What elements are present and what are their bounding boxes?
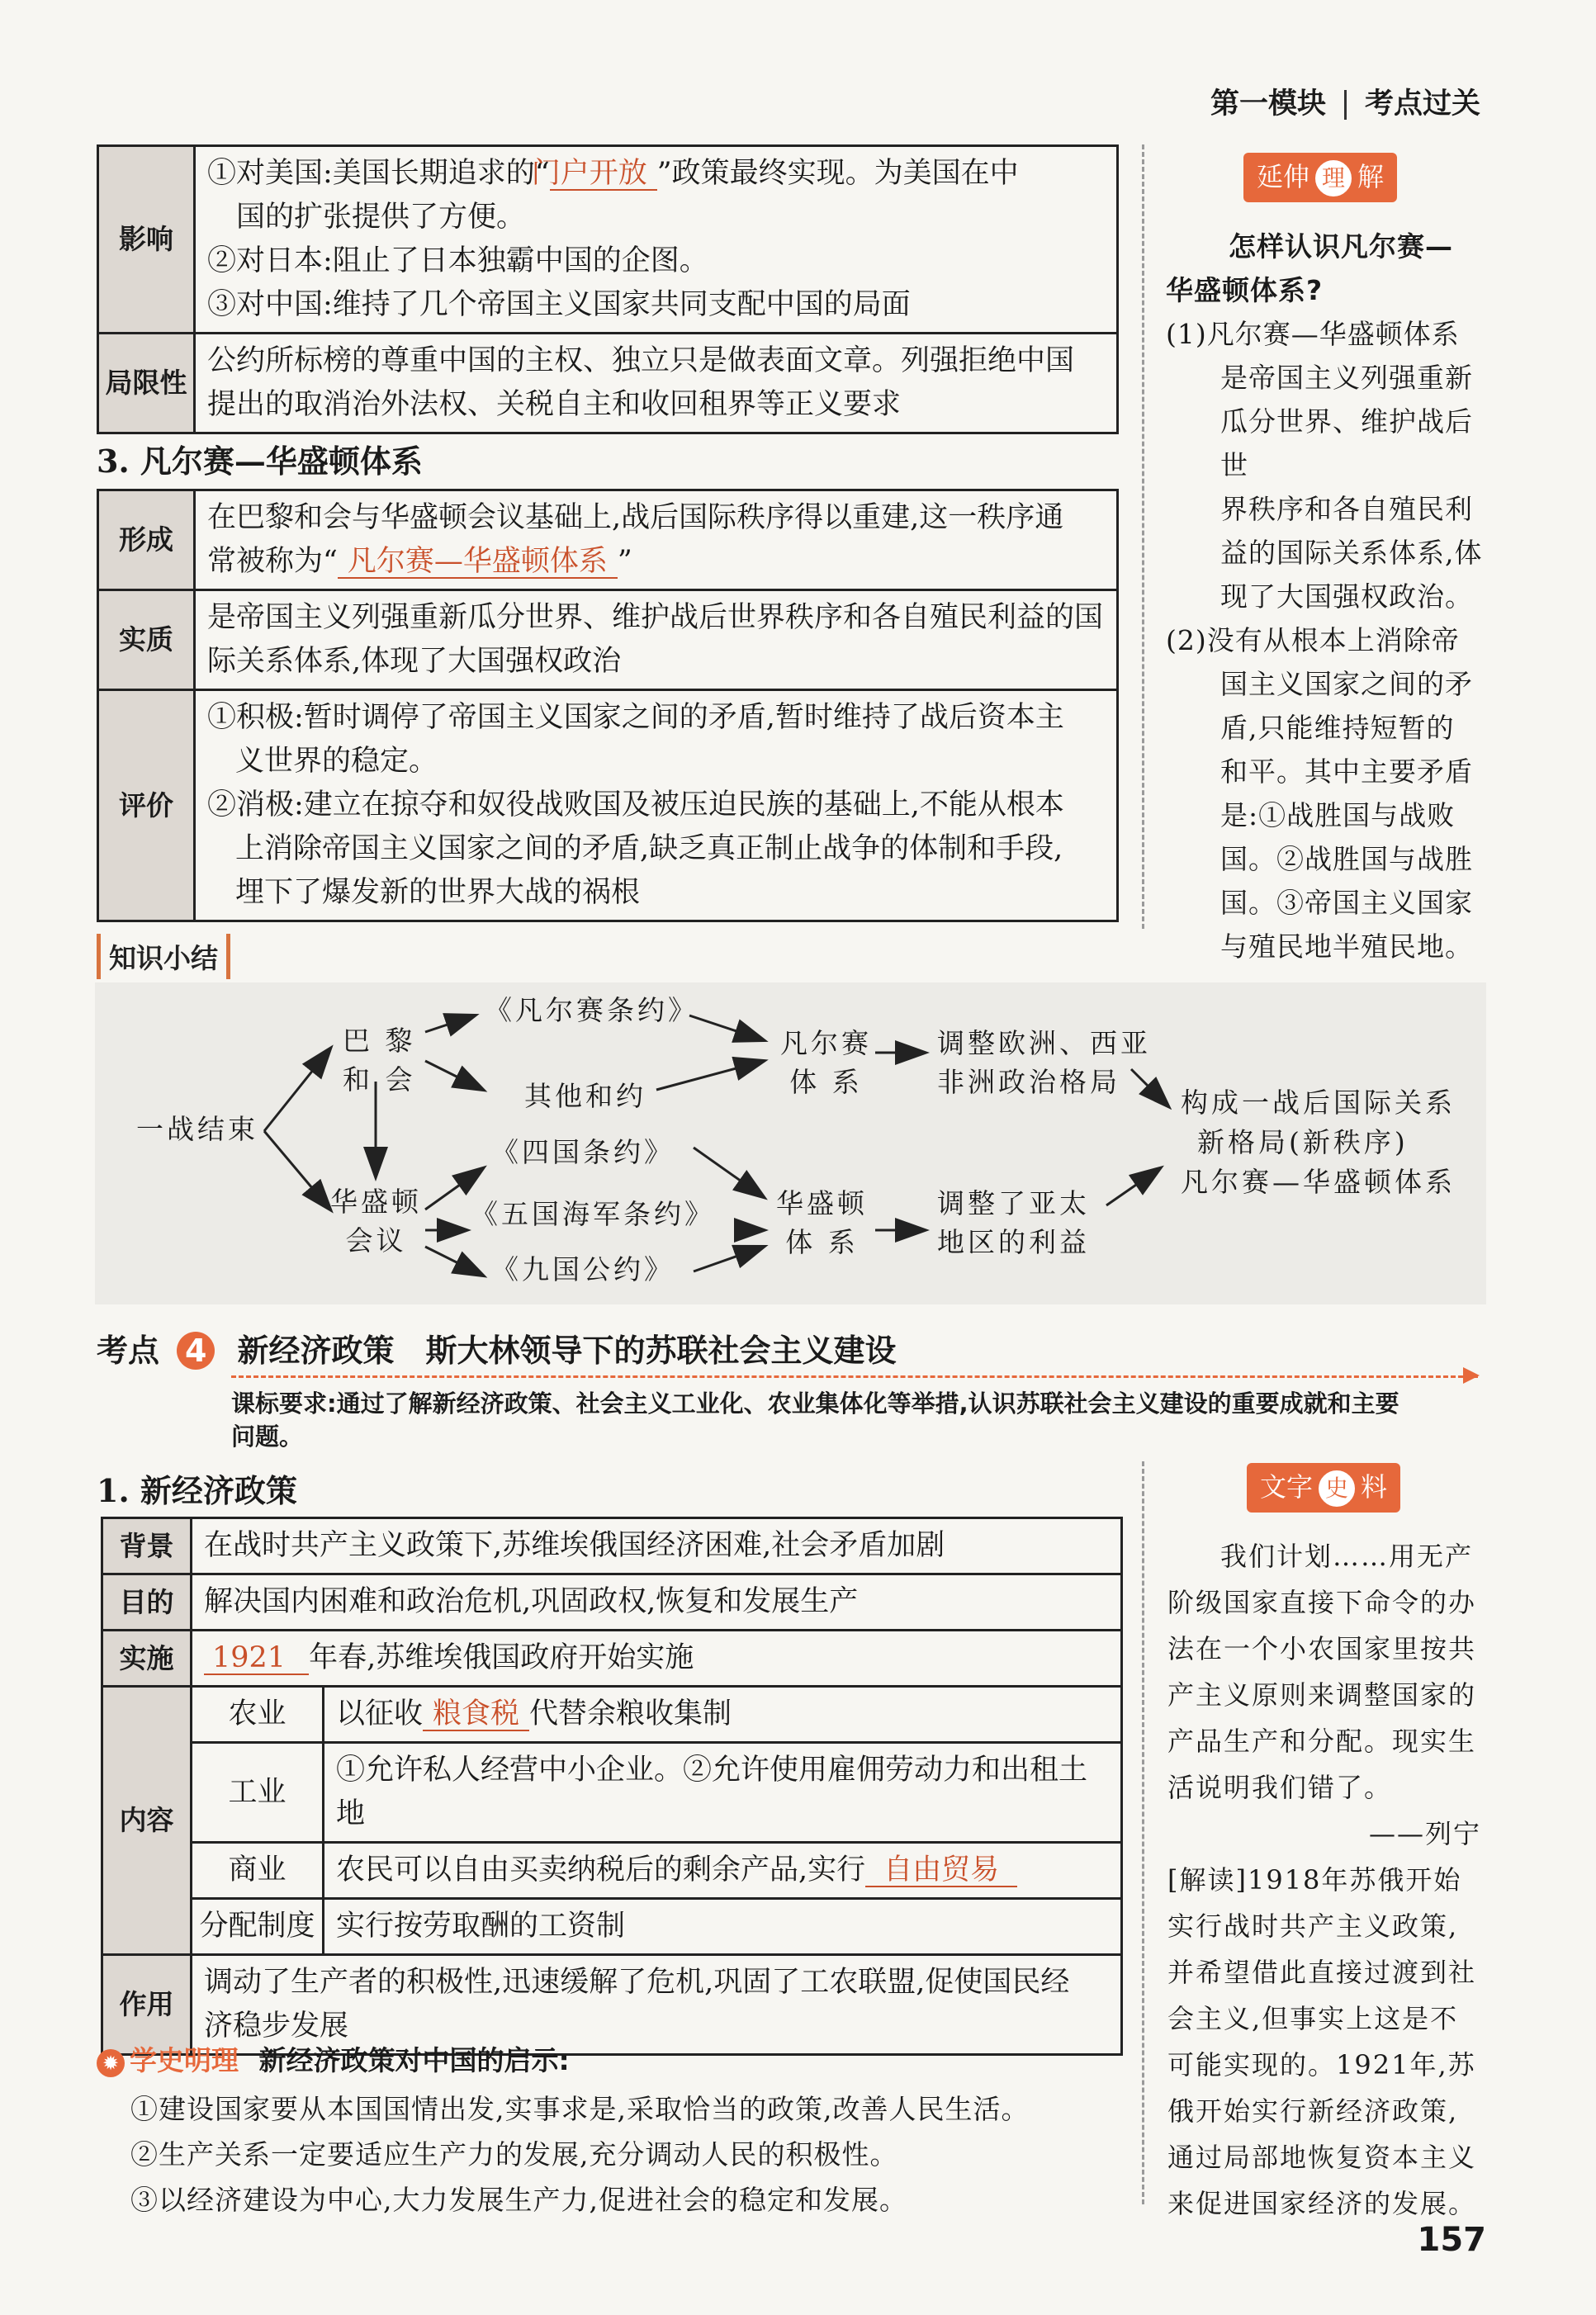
evaluation-line: 上消除帝国主义国家之间的矛盾,缺乏真正制止战争的体制和手段, xyxy=(235,832,1063,865)
row-label-effect: 作用 xyxy=(102,1955,192,2055)
node-result: 构成一战后国际关系 新格局(新秩序) 凡尔赛—华盛顿体系 xyxy=(1181,1086,1456,1198)
impact-line: ①对美国:美国长期追求的“门户开放 ”政策最终实现。为美国在中 xyxy=(207,157,1019,190)
sidebar1-question: 怎样认识凡尔赛— 华盛顿体系? xyxy=(1166,230,1453,306)
list-item: ②生产关系一定要适应生产力的发展,充分调动人民的积极性。 xyxy=(130,2138,898,2171)
impact-line: ②对日本:阻止了日本独霸中国的企图。 xyxy=(207,244,708,277)
section-label: 考点过关 xyxy=(1364,88,1480,121)
limitation-content xyxy=(195,334,1118,433)
formation-content xyxy=(195,490,1118,590)
kaodian4-heading: 考点 4 新经济政策 斯大林领导下的苏联社会主义建设 xyxy=(97,1333,897,1369)
lesson-items xyxy=(130,2086,1029,2223)
sidebar2-content: 我们计划……用无产 阶级国家直接下命令的办 法在一个小农国家里按共 产主义原则来调整国家的 产品生产和分配。现实生 活说明我们错了。 ——列宁 [解读]1918年苏俄开始 实行战时共产主义政策, 并希望借此直接过渡到社 会主义,但事实上这是不 可能实现的。1921年,苏 俄开始实行新经济政策, 通过局部地恢复资本主义 来促进国家经济的发展。 xyxy=(1167,1533,1498,2227)
sidebar-divider xyxy=(1142,1461,1144,2204)
commerce-text: 农民可以自由买卖纳税后的剩余产品,实行 自由贸易 xyxy=(324,1843,1122,1899)
sub-label-distribution: 分配制度 xyxy=(192,1899,324,1955)
sidebar-divider xyxy=(1142,144,1144,929)
row-label-formation: 形成 xyxy=(98,490,195,590)
essence-line: 际关系体系,体现了大国强权政治 xyxy=(207,645,622,678)
evaluation-line: ②消极:建立在掠夺和奴役战败国及被压迫民族的基础上,不能从根本 xyxy=(207,788,1064,821)
node-four-power-treaty: 《四国条约》 xyxy=(491,1136,675,1168)
impact-line: 国的扩张提供了方便。 xyxy=(236,201,526,234)
table-row xyxy=(102,1899,1122,1955)
node-versailles-system: 凡尔赛 体 系 xyxy=(780,1027,872,1098)
purpose-text: 解决国内困难和政治危机,巩固政权,恢复和发展生产 xyxy=(192,1574,1122,1631)
agriculture-text: 以征收 粮食税 代替余粮收集制 xyxy=(324,1687,1122,1743)
formation-line: 常被称为“ 凡尔赛—华盛顿体系 ” xyxy=(207,545,632,578)
badge-circle: 史 xyxy=(1316,1468,1357,1509)
treaty-impact-table xyxy=(97,144,1119,434)
node-other-treaties: 其他和约 xyxy=(524,1080,646,1112)
impact-content xyxy=(195,146,1118,334)
heading-underline xyxy=(231,1375,1478,1378)
table-row xyxy=(102,1843,1122,1899)
limitation-line: 公约所标榜的尊重中国的主权、独立只是做表面文章。列强拒绝中国 xyxy=(207,344,1075,377)
summary-tag: 知识小结 xyxy=(97,934,230,979)
kaodian-number-badge: 4 xyxy=(177,1332,215,1370)
implementation-text: 1921 年春,苏维埃俄国政府开始实施 xyxy=(192,1631,1122,1687)
evaluation-line: 埋下了爆发新的世界大战的祸根 xyxy=(235,876,641,909)
module-label: 第一模块 xyxy=(1210,88,1326,121)
sidebar1-answer: (1)凡尔赛—华盛顿体系 是帝国主义列强重新 瓜分世界、维护战后世 界秩序和各自殖民利 益的国际关系体系,体 现了大国强权政治。 (2)没有从根本上消除帝 国主义国家之间的矛 盾,只能维持短暂的 和平。其中主要矛盾 是:①战胜国与战败 国。②战胜国与战胜 国。③帝国主义国家 与殖民地半殖民地。 xyxy=(1166,318,1483,963)
table-row xyxy=(98,334,1118,433)
page-number: 157 xyxy=(1417,2221,1486,2259)
essence-content xyxy=(195,590,1118,690)
star-icon: ✹ xyxy=(97,2049,125,2077)
fill-open-door: 门户开放 xyxy=(550,158,657,191)
quote-author: ——列宁 xyxy=(1368,1818,1481,1849)
row-label-content: 内容 xyxy=(102,1687,192,1955)
limitation-line: 提出的取消治外法权、关税自主和收回租界等正义要求 xyxy=(207,388,902,421)
sub-label-agriculture: 农业 xyxy=(192,1687,324,1743)
evaluation-content xyxy=(195,690,1118,921)
impact-line: ③对中国:维持了几个帝国主义国家共同支配中国的局面 xyxy=(207,288,911,321)
essence-line: 是帝国主义列强重新瓜分世界、维护战后世界秩序和各自殖民利益的国 xyxy=(207,601,1104,634)
summary-diagram xyxy=(95,982,1486,1304)
table-row xyxy=(98,146,1118,334)
industry-text: ①允许私人经营中小企业。②允许使用雇佣劳动力和出租土地 xyxy=(324,1743,1122,1843)
node-washington-system: 华盛顿 体 系 xyxy=(776,1187,868,1258)
table-row xyxy=(102,1743,1122,1843)
node-five-power-treaty: 《五国海军条约》 xyxy=(471,1198,715,1230)
row-label-purpose: 目的 xyxy=(102,1574,192,1631)
fill-free-trade: 自由贸易 xyxy=(865,1854,1017,1887)
distribution-text: 实行按劳取酬的工资制 xyxy=(324,1899,1122,1955)
row-label-evaluation: 评价 xyxy=(98,690,195,921)
table-row xyxy=(102,1631,1122,1687)
arrow-icon xyxy=(1463,1367,1480,1384)
node-nine-power-treaty: 《九国公约》 xyxy=(491,1253,675,1285)
evaluation-line: 义世界的稳定。 xyxy=(235,745,438,778)
fill-vw-system: 凡尔赛—华盛顿体系 xyxy=(338,546,618,579)
curriculum-requirement: 课标要求:通过了解新经济政策、社会主义工业化、农业集体化等举措,认识苏联社会主义建设的重要成就和主要 问题。 xyxy=(231,1389,1399,1451)
historical-material-badge: 文字 史 料 xyxy=(1247,1463,1400,1513)
badge-circle: 理 xyxy=(1313,158,1354,199)
effect-text: 调动了生产者的积极性,迅速缓解了危机,巩固了工农联盟,促使国民经 济稳步发展 xyxy=(192,1955,1122,2055)
list-item: ①建设国家要从本国国情出发,实事求是,采取恰当的政策,改善人民生活。 xyxy=(130,2093,1030,2125)
row-label-background: 背景 xyxy=(102,1518,192,1574)
table-row xyxy=(102,1518,1122,1574)
section3-title: 3. 凡尔赛—华盛顿体系 xyxy=(97,443,423,480)
node-washington-conference: 华盛顿 会议 xyxy=(330,1186,422,1257)
fill-grain-tax: 粮食税 xyxy=(423,1698,529,1731)
lesson-heading xyxy=(97,2039,570,2078)
vw-system-table xyxy=(97,489,1119,922)
nep-title: 1. 新经济政策 xyxy=(97,1472,297,1509)
row-label-essence: 实质 xyxy=(98,590,195,690)
node-paris-conference: 巴 黎 和 会 xyxy=(343,1025,416,1096)
background-text: 在战时共产主义政策下,苏维埃俄国经济困难,社会矛盾加剧 xyxy=(192,1518,1122,1574)
sub-label-industry: 工业 xyxy=(192,1743,324,1843)
node-ww1-end: 一战结束 xyxy=(136,1113,258,1145)
lesson-tag: ✹ 学史明理 xyxy=(97,2044,239,2076)
lesson-title: 新经济政策对中国的启示: xyxy=(258,2044,570,2076)
nep-table xyxy=(101,1517,1123,2056)
row-label-limitation: 局限性 xyxy=(98,334,195,433)
row-label-impact: 影响 xyxy=(98,146,195,334)
table-row xyxy=(98,590,1118,690)
sub-label-commerce: 商业 xyxy=(192,1843,324,1899)
fill-year: 1921 xyxy=(204,1642,309,1675)
table-row xyxy=(98,690,1118,921)
table-row xyxy=(102,1687,1122,1743)
node-adjust-europe: 调整欧洲、西亚 非洲政治格局 xyxy=(937,1027,1151,1098)
page-header xyxy=(1210,81,1480,122)
node-versailles-treaty: 《凡尔赛条约》 xyxy=(485,994,699,1026)
table-row xyxy=(102,1574,1122,1631)
row-label-implementation: 实施 xyxy=(102,1631,192,1687)
evaluation-line: ①积极:暂时调停了帝国主义国家之间的矛盾,暂时维持了战后资本主 xyxy=(207,701,1064,734)
list-item: ③以经济建设为中心,大力发展生产力,促进社会的稳定和发展。 xyxy=(130,2184,907,2216)
node-adjust-asia-pacific: 调整了亚太 地区的利益 xyxy=(937,1187,1090,1258)
table-row xyxy=(98,490,1118,590)
header-divider xyxy=(1344,90,1347,120)
formation-line: 在巴黎和会与华盛顿会议基础上,战后国际秩序得以重建,这一秩序通 xyxy=(207,501,1064,534)
extend-understanding-badge: 延伸 理 解 xyxy=(1243,153,1397,202)
